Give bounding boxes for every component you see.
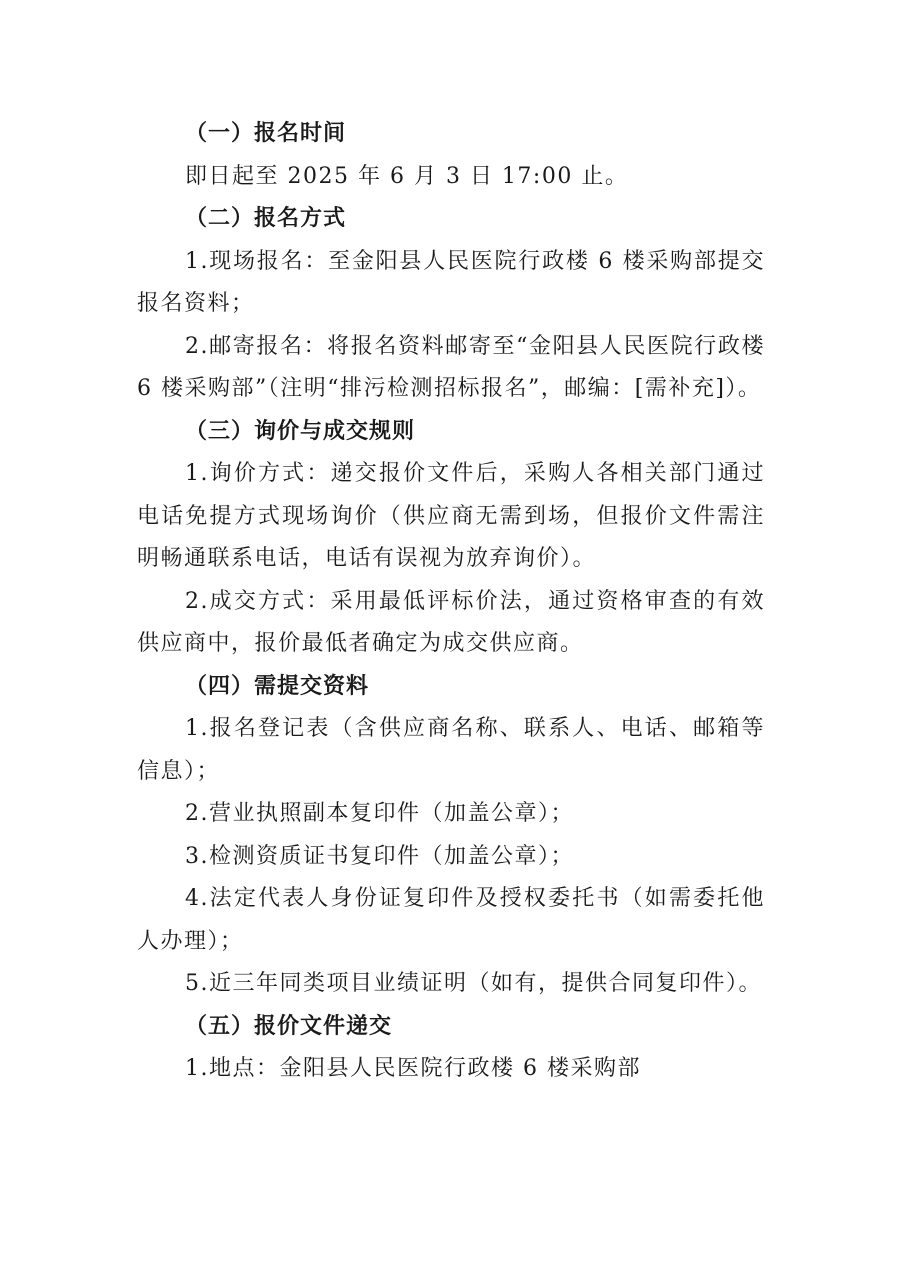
paragraph-submission-location: 1.地点：金阳县人民医院行政楼 6 楼采购部 (185, 1056, 641, 1081)
paragraph-registration-period: 即日起至 2025 年 6 月 3 日 17:00 止。 (185, 163, 629, 189)
paragraph-onsite-registration: 1.现场报名：至金阳县人民医院行政楼 6 楼采购部提交报名资料； (137, 248, 765, 316)
document-body (137, 113, 765, 1091)
list-item-id-and-authorization: 4.法定代表人身份证复印件及授权委托书（如需委托他人办理）； (137, 886, 765, 954)
section-heading-registration-time: （一）报名时间 (185, 121, 347, 146)
list-item-registration-form: 1.报名登记表（含供应商名称、联系人、电话、邮箱等信息）； (137, 716, 765, 784)
paragraph-mail-registration: 2.邮寄报名：将报名资料邮寄至“金阳县人民医院行政楼 6 楼采购部”（注明“排污检测招标报名”，邮编：[需补充]）。 (137, 333, 765, 401)
list-item-business-license: 2.营业执照副本复印件（加盖公章）； (185, 801, 574, 826)
list-item-qualification-certificate: 3.检测资质证书复印件（加盖公章）； (185, 843, 574, 869)
paragraph-inquiry-method: 1.询价方式：递交报价文件后，采购人各相关部门通过电话免提方式现场询价（供应商无需到场，但报价文件需注明畅通联系电话，电话有误视为放弃询价）。 (137, 461, 765, 571)
paragraph-transaction-method: 2.成交方式：采用最低评标价法，通过资格审查的有效供应商中，报价最低者确定为成交供应商。 (137, 588, 765, 656)
section-heading-required-materials: （四）需提交资料 (185, 673, 370, 699)
section-heading-quote-submission: （五）报价文件递交 (185, 1013, 393, 1039)
section-heading-inquiry-rules: （三）询价与成交规则 (185, 418, 416, 444)
section-heading-registration-method: （二）报名方式 (185, 206, 347, 231)
list-item-performance-proof: 5.近三年同类项目业绩证明（如有，提供合同复印件）。 (185, 971, 762, 996)
